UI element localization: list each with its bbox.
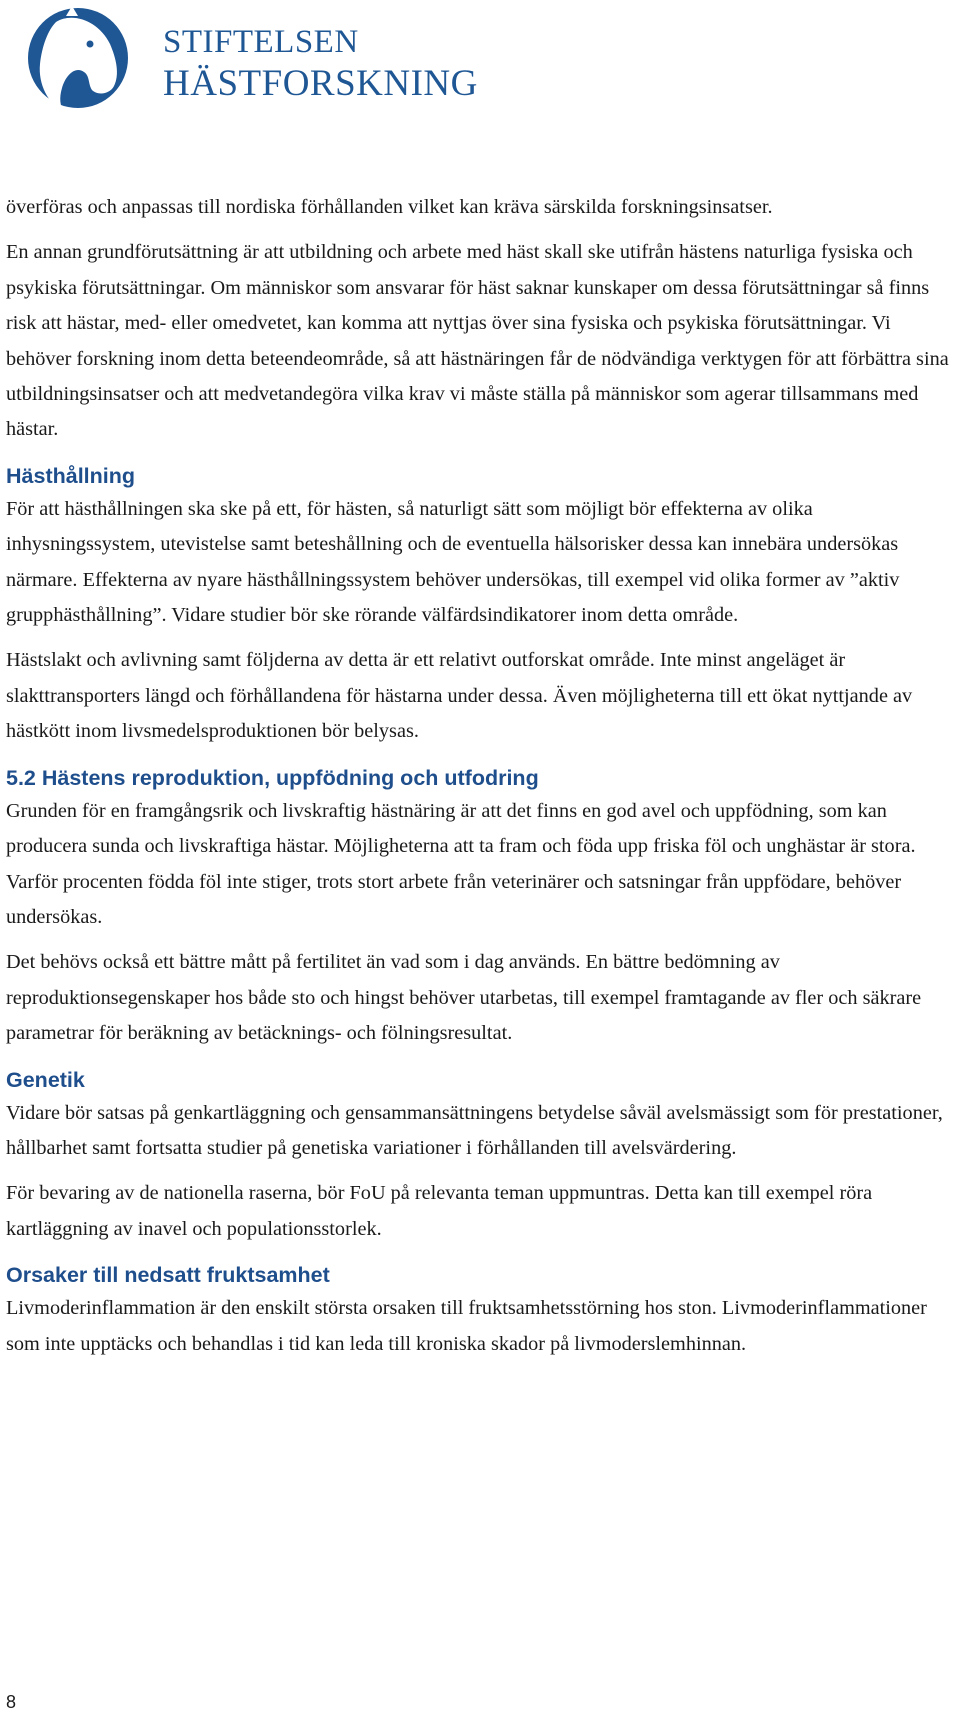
section-heading-genetik: Genetik [6,1067,85,1092]
paragraph: Vidare bör satsas på genkartläggning och gensammansättningens betydelse såväl avelsmässigt som för prestationer, hållbarhet samt fortsatta studier på genetiska variationer i förhållanden till avelsvärdering. [6,1101,943,1159]
section-heading-hasthallning: Hästhållning [6,463,136,488]
logo-text-line1: STIFTELSEN [163,24,359,60]
horse-head-icon [26,4,136,114]
logo-text-line2: HÄSTFORSKNING [163,63,478,104]
paragraph: Det behövs också ett bättre mått på fertilitet än vad som i dag används. En bättre bedömning av reproduktionsegenskaper hos både sto och hingst behöver utarbetas, till exempel framtagande av fler och säkrare parametrar för beräkning av betäcknings- och fölningsresultat. [6,951,922,1045]
paragraph: En annan grundförutsättning är att utbildning och arbete med häst skall ske utifrån hästens naturliga fysiska och psykiska förutsättningar. Om människor som ansvarar för häst saknar kunskaper om dessa förutsättningar så finns risk att hästar, med- eller omedvetet, kan komma att nyttjas över sina fysiska och psykiska förutsättningar. Vi behöver forskning inom detta beteendeområde, så att hästnäringen får de nödvändiga verktygen för att förbättra sina utbildningsinsatser och att medvetandegöra vilka krav vi måste ställa på människor som agerar tillsammans med hästar. [6,241,949,441]
paragraph: överföras och anpassas till nordiska förhållanden vilket kan kräva särskilda forskningsinsatser. [6,196,773,218]
paragraph: Hästslakt och avlivning samt följderna av detta är ett relativt outforskat område. Inte minst angeläget är slakttransporters längd och förhållandena för hästarna under dessa. Även möjligheterna till ett ökat nyttjande av hästkött inom livsmedelsproduktionen bör belysas. [6,649,913,743]
section-heading-reproduktion: 5.2 Hästens reproduktion, uppfödning och utfodring [6,765,539,790]
paragraph: Grunden för en framgångsrik och livskraftig hästnäring är att det finns en god avel och uppfödning, som kan producera sunda och livskraftiga hästar. Möjligheterna att ta fram och föda upp friska föl och unghästar är stora. Varför procenten födda föl inte stiger, trots stort arbete från veterinärer och satsningar från uppfödare, behöver undersökas. [6,799,916,928]
section-heading-fruktsamhet: Orsaker till nedsatt fruktsamhet [6,1263,330,1288]
organization-logo [26,4,506,122]
paragraph: Livmoderinflammation är den enskilt största orsaken till fruktsamhetsstörning hos ston. Livmoderinflammationer som inte upptäcks och behandlas i tid kan leda till kroniska skador på livmoderslemhinnan. [6,1297,927,1355]
paragraph: För bevaring av de nationella raserna, bör FoU på relevanta teman uppmuntras. Detta kan till exempel röra kartläggning av inavel och populationsstorlek. [6,1182,873,1240]
paragraph: För att hästhållningen ska ske på ett, för hästen, så naturligt sätt som möjligt bör effekterna av olika inhysningssystem, utevistelse samt beteshållning och de eventuella hälsorisker dessa kan innebära undersökas närmare. Effekterna av nyare hästhållningssystem behöver undersökas, till exempel vid olika former av ”aktiv grupphästhållning”. Vidare studier bör ske rörande välfärdsindikatorer inom detta område. [6,497,900,627]
document-body [6,190,956,1372]
page-number: 8 [6,1692,17,1712]
